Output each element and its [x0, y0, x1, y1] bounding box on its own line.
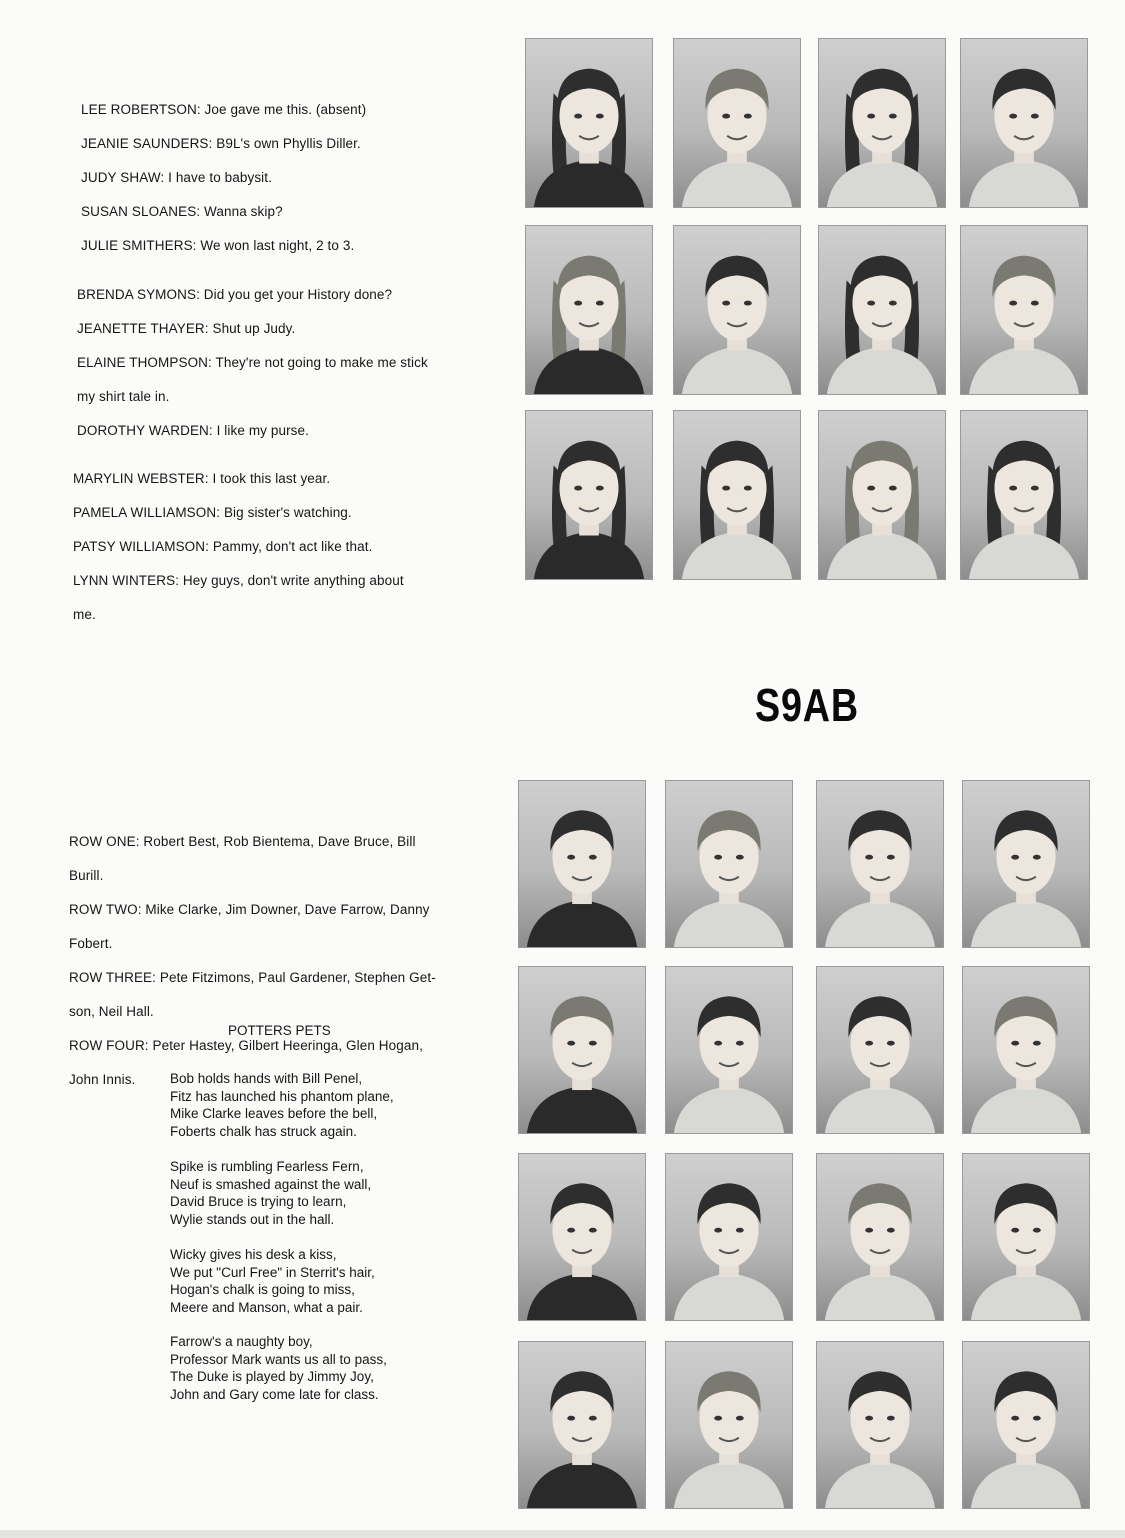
caption-line: Burill. [69, 868, 104, 883]
poem-stanza-3 [170, 1246, 375, 1316]
poem-stanza-1 [170, 1070, 394, 1140]
boy-portrait-r1-c3 [816, 780, 944, 948]
girl-portrait-r1-c4 [960, 38, 1088, 208]
boy-portrait-r1-c1 [518, 780, 646, 948]
poem-line: Farrow's a naughty boy, [170, 1334, 313, 1349]
girl-portrait-r1-c1 [525, 38, 653, 208]
caption-line: ROW TWO: Mike Clarke, Jim Downer, Dave Farrow, Danny [69, 902, 430, 917]
poem-line: Wylie stands out in the hall. [170, 1211, 335, 1227]
caption-line: DOROTHY WARDEN: I like my purse. [77, 423, 309, 438]
poem-title: POTTERS PETS [228, 1023, 331, 1038]
caption-line: ROW FOUR: Peter Hastey, Gilbert Heeringa, Glen Hogan, [69, 1038, 423, 1053]
caption-line: BRENDA SYMONS: Did you get your History done? [77, 287, 393, 302]
poem-line: Professor Mark wants us all to pass, [170, 1351, 387, 1367]
girl-portrait-r1-c2 [673, 38, 801, 208]
boy-portrait-r4-c2 [665, 1341, 793, 1509]
caption-line: JEANIE SAUNDERS: B9L's own Phyllis Diller. [81, 136, 361, 151]
boy-portrait-r4-c3 [816, 1341, 944, 1509]
class-title: S9AB [755, 679, 859, 731]
caption-line: Fobert. [69, 936, 113, 951]
poem-line: David Bruce is trying to learn, [170, 1194, 347, 1209]
poem-line: Hogan's chalk is going to miss, [170, 1282, 355, 1297]
caption-boys-rows [69, 816, 436, 1105]
caption-girls-row-2 [77, 269, 428, 456]
girl-portrait-r3-c3 [818, 410, 946, 580]
page-edge [0, 1530, 1125, 1538]
poem-line: Spike is rumbling Fearless Fern, [170, 1159, 364, 1174]
caption-line: PATSY WILLIAMSON: Pammy, don't act like that. [73, 539, 373, 554]
caption-girls-row-3 [73, 453, 404, 640]
caption-line: John Innis. [69, 1072, 136, 1087]
girl-portrait-r2-c4 [960, 225, 1088, 395]
girl-portrait-r3-c4 [960, 410, 1088, 580]
caption-line: SUSAN SLOANES: Wanna skip? [81, 204, 283, 219]
boy-portrait-r1-c4 [962, 780, 1090, 948]
caption-line: LEE ROBERTSON: Joe gave me this. (absent) [81, 102, 367, 117]
poem-line: Foberts chalk has struck again. [170, 1123, 357, 1139]
poem-line: Mike Clarke leaves before the bell, [170, 1106, 378, 1121]
boy-portrait-r3-c3 [816, 1153, 944, 1321]
poem-line: John and Gary come late for class. [170, 1386, 379, 1402]
boy-portrait-r3-c4 [962, 1153, 1090, 1321]
girl-portrait-r2-c3 [818, 225, 946, 395]
girl-portrait-r2-c2 [673, 225, 801, 395]
poem-line: Meere and Manson, what a pair. [170, 1299, 363, 1315]
caption-line: JUDY SHAW: I have to babysit. [81, 170, 272, 185]
caption-line: me. [73, 607, 96, 622]
girl-portrait-r2-c1 [525, 225, 653, 395]
girl-portrait-r3-c2 [673, 410, 801, 580]
poem-stanza-2 [170, 1158, 371, 1228]
boy-portrait-r2-c2 [665, 966, 793, 1134]
boy-portrait-r2-c4 [962, 966, 1090, 1134]
caption-line: PAMELA WILLIAMSON: Big sister's watching. [73, 505, 352, 520]
boy-portrait-r3-c1 [518, 1153, 646, 1321]
poem-line: We put "Curl Free" in Sterrit's hair, [170, 1264, 375, 1280]
poem-stanza-4 [170, 1333, 387, 1403]
poem-line: Fitz has launched his phantom plane, [170, 1088, 394, 1104]
boy-portrait-r3-c2 [665, 1153, 793, 1321]
boy-portrait-r1-c2 [665, 780, 793, 948]
boy-portrait-r2-c1 [518, 966, 646, 1134]
caption-line: ROW ONE: Robert Best, Rob Bientema, Dave Bruce, Bill [69, 834, 416, 849]
caption-line: JEANETTE THAYER: Shut up Judy. [77, 321, 296, 336]
caption-line: LYNN WINTERS: Hey guys, don't write anything about [73, 573, 404, 588]
caption-line: ROW THREE: Pete Fitzimons, Paul Gardener, Stephen Get- [69, 970, 436, 985]
caption-line: son, Neil Hall. [69, 1004, 154, 1019]
caption-girls-row-1 [81, 84, 366, 271]
caption-line: JULIE SMITHERS: We won last night, 2 to 3. [81, 238, 355, 253]
boy-portrait-r2-c3 [816, 966, 944, 1134]
poem-line: Bob holds hands with Bill Penel, [170, 1071, 363, 1086]
boy-portrait-r4-c4 [962, 1341, 1090, 1509]
caption-line: my shirt tale in. [77, 389, 170, 404]
caption-line: ELAINE THOMPSON: They're not going to make me stick [77, 355, 428, 370]
poem-line: Neuf is smashed against the wall, [170, 1176, 372, 1192]
boy-portrait-r4-c1 [518, 1341, 646, 1509]
poem-line: The Duke is played by Jimmy Joy, [170, 1369, 374, 1384]
poem-line: Wicky gives his desk a kiss, [170, 1247, 337, 1262]
girl-portrait-r1-c3 [818, 38, 946, 208]
caption-line: MARYLIN WEBSTER: I took this last year. [73, 471, 331, 486]
girl-portrait-r3-c1 [525, 410, 653, 580]
